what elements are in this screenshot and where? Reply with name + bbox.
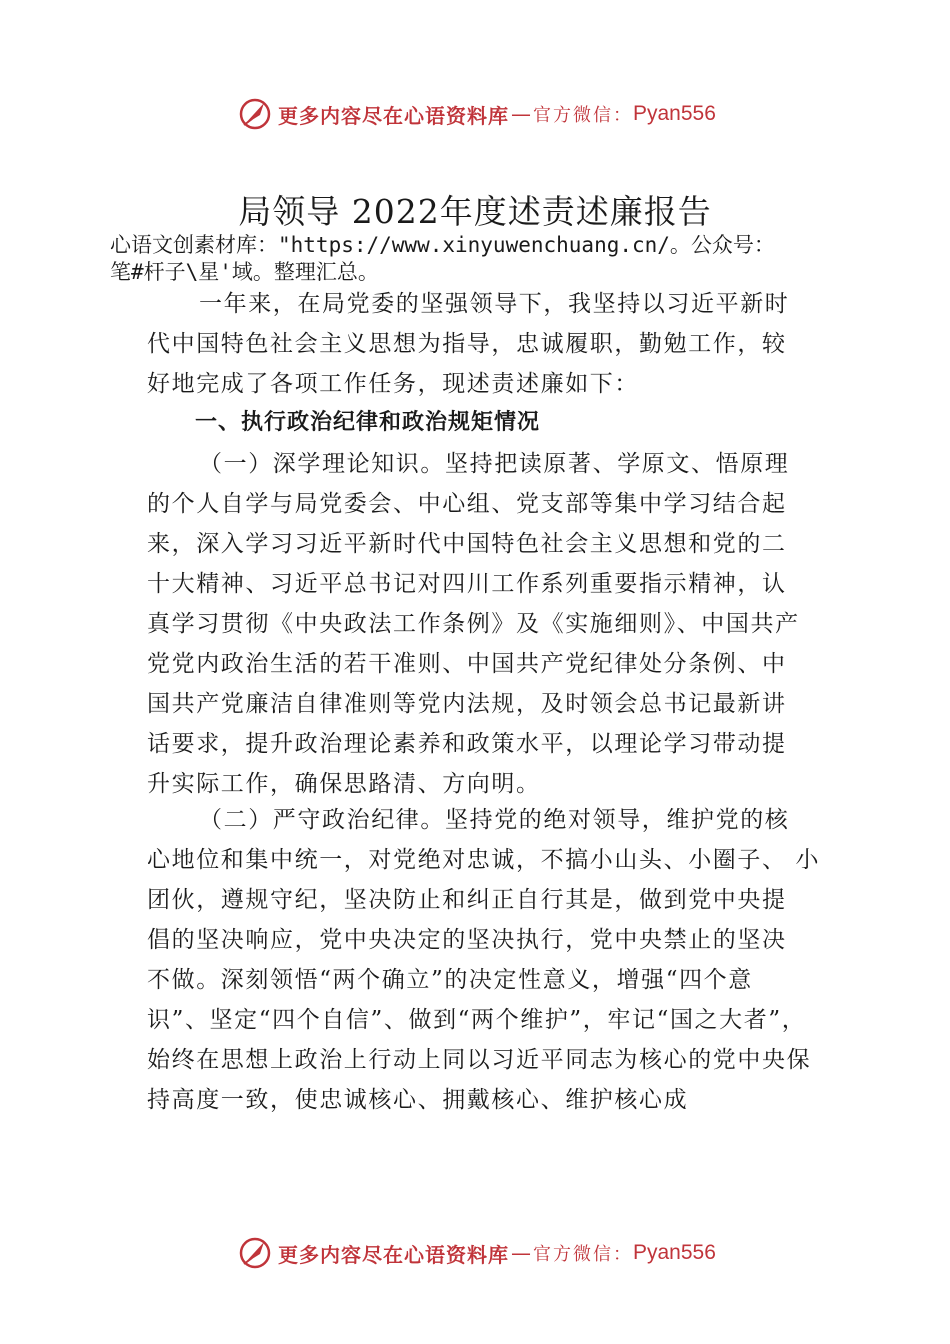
text-line: 好地完成了各项工作任务，现述责述廉如下： — [147, 371, 639, 397]
text-line: 心地位和集中统一，对党绝对忠诚，不搞小山头、小圈子、 小 — [147, 847, 821, 873]
quill-logo-icon — [238, 97, 272, 131]
text-line: 持高度一致，使忠诚核心、拥戴核心、维护核心成 — [147, 1087, 689, 1113]
watermark-wechat-label: 官方微信： — [533, 1244, 633, 1265]
text-line: 国共产党廉洁自律准则等党内法规，及时领会总书记最新讲 — [147, 691, 787, 717]
source-line: 笔#杆子\星'域。整理汇总。 — [110, 260, 379, 284]
watermark-separator: — — [511, 1241, 531, 1265]
section-heading: 一、执行政治纪律和政治规矩情况 — [195, 410, 541, 435]
watermark-text: 更多内容尽在心语资料库 — [278, 103, 509, 128]
text-line: 倡的坚决响应，党中央决定的坚决执行，党中央禁止的坚决 — [147, 927, 787, 953]
text-line: 识”、坚定“四个自信”、做到“两个维护”，牢记“国之大者”， — [147, 1007, 807, 1033]
text-line: 不做。深刻领悟“两个确立”的决定性意义，增强“四个意 — [147, 967, 753, 993]
intro-paragraph — [147, 284, 812, 404]
watermark-separator: — — [511, 102, 531, 126]
watermark-text: 更多内容尽在心语资料库 — [278, 1242, 509, 1267]
text-line: （二）严守政治纪律。坚持党的绝对领导，维护党的核 — [199, 807, 790, 833]
text-line: 始终在思想上政治上行动上同以习近平同志为核心的党中央保 — [147, 1047, 812, 1073]
paragraph-political-discipline — [147, 800, 821, 1120]
text-line: （一）深学理论知识。坚持把读原著、学原文、悟原理 — [199, 451, 790, 477]
watermark-wechat-id: Pyan556 — [633, 1241, 716, 1264]
quill-logo-icon — [238, 1236, 272, 1270]
text-line: 一年来，在局党委的坚强领导下，我坚持以习近平新时 — [199, 291, 790, 317]
paragraph-theory-study — [147, 444, 812, 804]
text-line: 党党内政治生活的若干准则、中国共产党纪律处分条例、中 — [147, 651, 787, 677]
text-line: 升实际工作，确保思路清、方向明。 — [147, 771, 541, 797]
watermark-wechat-id: Pyan556 — [633, 102, 716, 125]
watermark-wechat-label: 官方微信： — [533, 105, 633, 126]
text-line: 十大精神、习近平总书记对四川工作系列重要指示精神，认 — [147, 571, 787, 597]
text-line: 真学习贯彻《中央政法工作条例》及《实施细则》、中国共产 — [147, 611, 800, 637]
watermark-banner-top — [238, 94, 758, 134]
text-line: 的个人自学与局党委会、中心组、党支部等集中学习结合起 — [147, 491, 787, 517]
source-line: 心语文创素材库："https://www.xinyuwenchuang.cn/。公众号： — [110, 233, 775, 257]
watermark-banner-bottom — [238, 1233, 758, 1273]
text-line: 来，深入学习习近平新时代中国特色社会主义思想和党的二 — [147, 531, 787, 557]
text-line: 团伙，遵规守纪，坚决防止和纠正自行其是，做到党中央提 — [147, 887, 787, 913]
source-note — [110, 232, 850, 286]
text-line: 话要求，提升政治理论素养和政策水平，以理论学习带动提 — [147, 731, 787, 757]
document-title: 局领导 2022年度述责述廉报告 — [238, 192, 712, 231]
text-line: 代中国特色社会主义思想为指导，忠诚履职，勤勉工作，较 — [147, 331, 787, 357]
